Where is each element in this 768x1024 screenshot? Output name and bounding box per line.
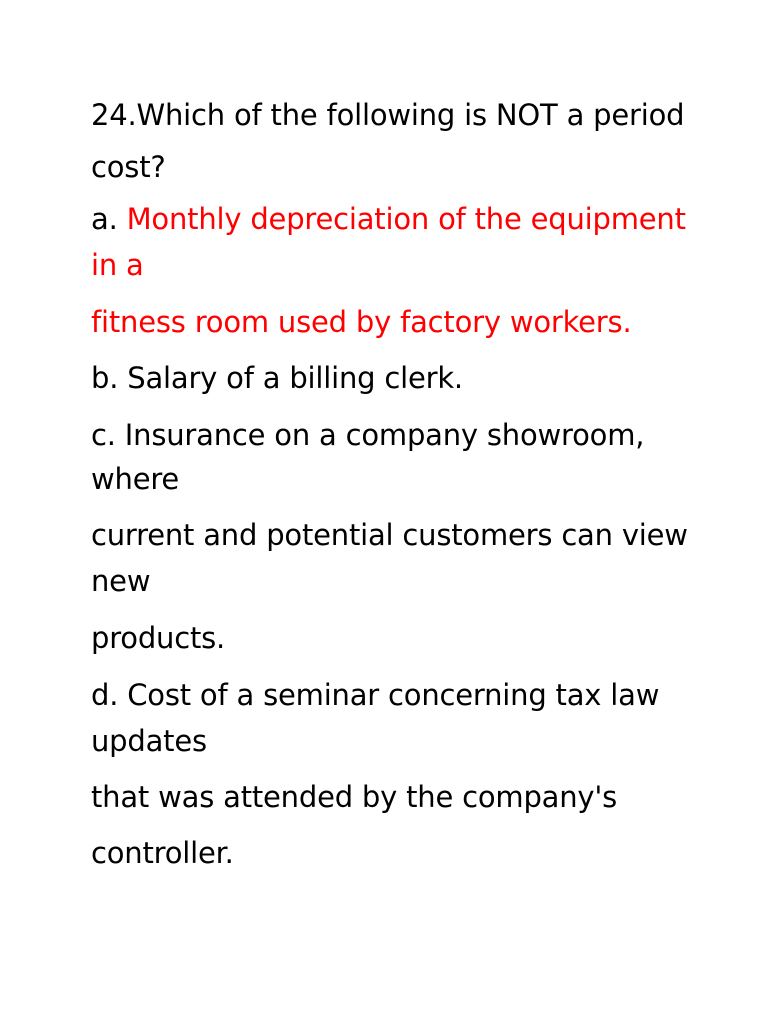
option-b-line-1: b. Salary of a billing clerk. <box>91 361 463 395</box>
option-c-line-3: current and potential customers can view <box>91 518 688 552</box>
question-line-1: 24.Which of the following is NOT a period <box>91 98 685 132</box>
option-c-line-4: new <box>91 564 151 598</box>
option-a-line-1 <box>91 202 686 236</box>
option-c-line-1: c. Insurance on a company showroom, <box>91 418 645 452</box>
option-a-prefix: a. <box>91 202 127 236</box>
option-a-line-3: fitness room used by factory workers. <box>91 305 632 339</box>
option-c-line-2: where <box>91 462 180 496</box>
option-d-line-3: that was attended by the company's <box>91 780 618 814</box>
option-a-line-2: in a <box>91 248 144 282</box>
question-line-2: cost? <box>91 150 166 184</box>
option-d-line-2: updates <box>91 724 207 758</box>
option-a-answer-text: Monthly depreciation of the equipment <box>126 202 686 236</box>
option-c-line-5: products. <box>91 621 226 655</box>
option-d-line-1: d. Cost of a seminar concerning tax law <box>91 678 660 712</box>
option-d-line-4: controller. <box>91 836 234 870</box>
